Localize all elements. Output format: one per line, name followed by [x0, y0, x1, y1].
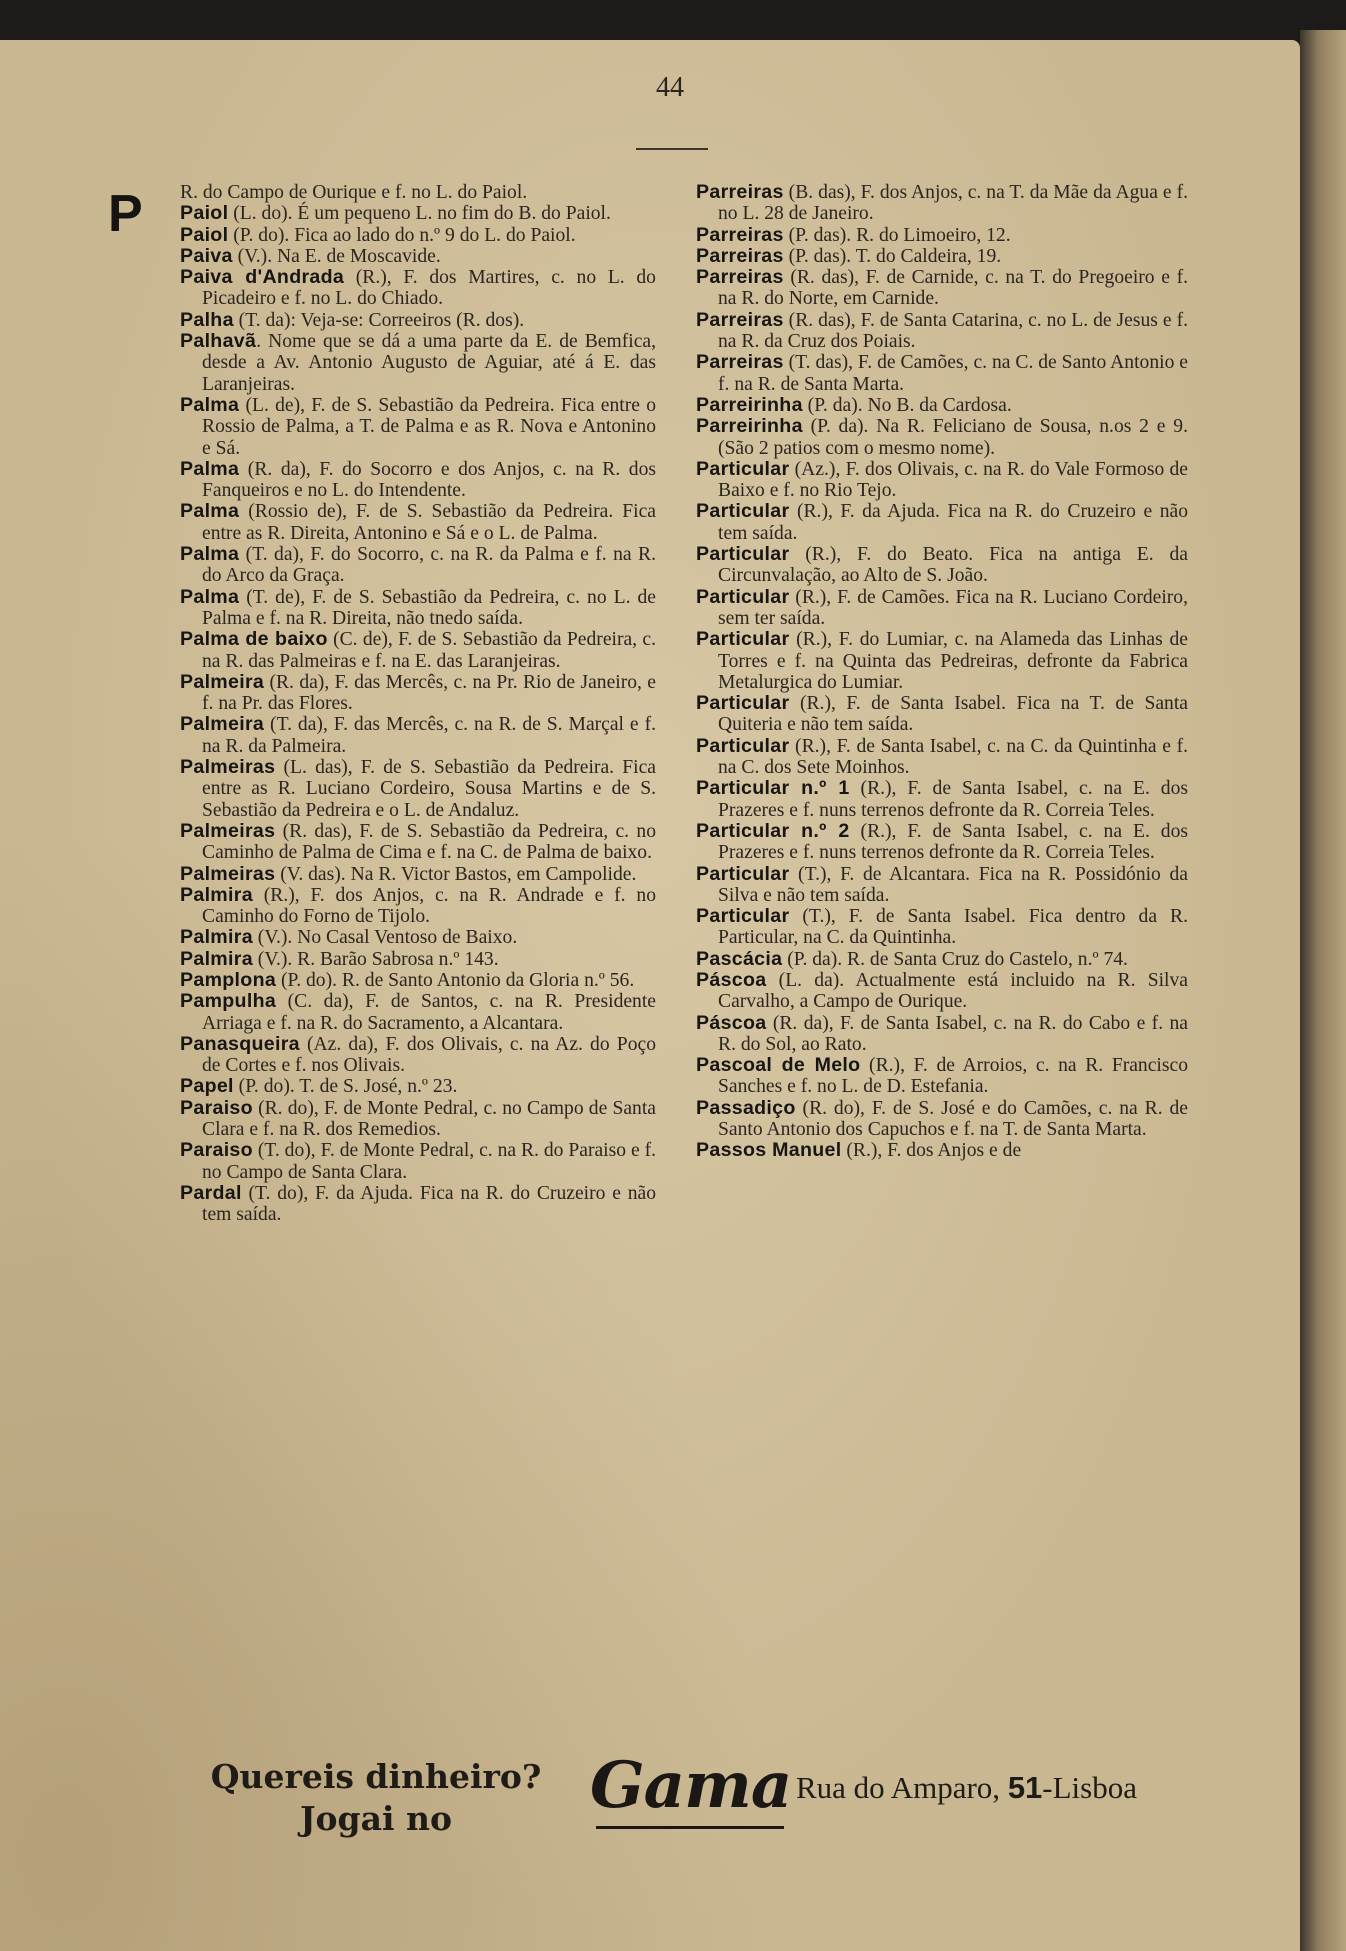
entry-text: (P. da). R. de Santa Cruz do Castelo, n.º 74. [782, 948, 1128, 970]
entry-text: (R.), F. de Camões. Fica na R. Luciano Cordeiro, sem ter saída. [718, 586, 1188, 629]
entry-headword: Parreiras [696, 308, 784, 331]
entry-text: . Nome que se dá a uma parte da E. de Bemfica, desde a Av. Antonio Augusto de Aguiar, até á E. das Laranjeiras. [202, 331, 656, 395]
entry-text: (T. de), F. de S. Sebastião da Pedreira, c. no L. de Palma e f. na R. Direita, não tnedo saída. [202, 586, 656, 629]
entry-text: (C. de), F. de S. Sebastião da Pedreira, c. na R. das Palmeiras e f. na E. das Laranjeiras. [202, 629, 657, 672]
entry-headword: Panasqueira [180, 1032, 300, 1055]
entry-text: (R. do), F. de Monte Pedral, c. no Campo de Santa Clara e f. na R. dos Remedios. [202, 1097, 656, 1141]
left-column [180, 182, 656, 1226]
entry-headword: Palmeiras [180, 756, 276, 779]
entry-text: (R.), F. de Santa Isabel. Fica na T. de Santa Quiteria e não tem saída. [718, 693, 1188, 736]
entry-headword: Parreirinha [696, 393, 803, 416]
entry-headword: Parreiras [696, 266, 784, 289]
logo-underline [596, 1826, 784, 1829]
address-number: 51 [1007, 1770, 1043, 1805]
entry-headword: Palma [180, 393, 240, 416]
entry-headword: Parreiras [696, 351, 784, 374]
entry-headword: Paraiso [180, 1139, 253, 1162]
street-entry [180, 310, 656, 331]
entry-text: (P. das). T. do Caldeira, 19. [783, 245, 1002, 267]
street-entry [696, 246, 1188, 267]
entry-text: (L. do). É um pequeno L. no fim do B. do Paiol. [228, 203, 611, 225]
entry-text: (V.). R. Barão Sabrosa n.º 143. [252, 948, 499, 970]
entry-headword: Passadiço [696, 1096, 796, 1119]
street-entry [696, 821, 1188, 864]
entry-headword: Particular [696, 500, 790, 523]
entry-headword: Particular n.º 1 [696, 777, 850, 800]
entry-headword: Palmeiras [180, 862, 276, 885]
street-entry [180, 1140, 656, 1183]
entry-text: (P. da). No B. da Cardosa. [802, 394, 1012, 416]
entry-text: (T.), F. de Santa Isabel. Fica dentro da R. Particular, na C. da Quintinha. [718, 906, 1188, 949]
entry-text: (Az.), F. dos Olivais, c. na R. do Vale Formoso de Baixo e f. no Rio Tejo. [718, 458, 1188, 502]
entry-headword: Palma [180, 585, 240, 608]
street-entry [696, 778, 1188, 821]
street-entry [696, 864, 1188, 907]
entry-text: (R. da), F. das Mercês, c. na Pr. Rio de Janeiro, e f. na Pr. das Flores. [202, 671, 656, 715]
entry-text: (T. da), F. do Socorro, c. na R. da Palma e f. na R. do Arco da Graça. [202, 544, 656, 587]
entry-headword: Papel [180, 1075, 234, 1098]
entry-headword: Particular [696, 734, 790, 757]
street-entry [180, 991, 656, 1034]
advert-address [796, 1770, 1137, 1806]
entry-headword: Particular [696, 628, 790, 651]
address-prefix: Rua do Amparo, [796, 1770, 1008, 1805]
right-column [696, 182, 1188, 1162]
entry-headword: Particular [696, 692, 790, 715]
street-entry [696, 267, 1188, 310]
entry-headword: Páscoa [696, 1011, 767, 1034]
street-entry [180, 587, 656, 630]
street-entry [180, 182, 656, 203]
street-entry [180, 970, 656, 991]
entry-headword: Parreiras [696, 244, 784, 267]
entry-headword: Paiva [180, 244, 233, 267]
entry-headword: Palha [180, 308, 234, 331]
entry-text: (R.), F. de Santa Isabel, c. na E. dos Prazeres e f. nuns terrenos defronte da R. Correia Teles. [718, 820, 1188, 864]
entry-text: (R.), F. da Ajuda. Fica na R. do Cruzeiro e não tem saída. [718, 501, 1188, 544]
entry-headword: Particular [696, 543, 790, 566]
street-entry [696, 1140, 1188, 1161]
street-entry [180, 459, 656, 502]
section-letter: P [108, 185, 143, 243]
street-entry [180, 927, 656, 948]
street-entry [180, 821, 656, 864]
entry-text: (R.), F. de Santa Isabel, c. na C. da Quintinha e f. na C. dos Sete Moinhos. [718, 735, 1188, 779]
street-entry [180, 267, 656, 310]
advert-line-2: Jogai no [299, 1799, 453, 1838]
address-suffix: -Lisboa [1042, 1770, 1137, 1805]
entry-headword: Palma [180, 500, 240, 523]
street-entry [696, 906, 1188, 949]
entry-text: (T. do), F. da Ajuda. Fica na R. do Cruzeiro e não tem saída. [202, 1182, 656, 1226]
street-entry [180, 203, 656, 224]
street-entry [696, 587, 1188, 630]
street-entry [180, 1076, 656, 1097]
street-entry [696, 501, 1188, 544]
entry-headword: Particular [696, 457, 790, 480]
entry-text: (B. das), F. dos Anjos, c. na T. da Mãe da Agua e f. no L. 28 de Janeiro. [718, 182, 1188, 225]
entry-headword: Palmeiras [180, 819, 276, 842]
entry-headword: Palmeira [180, 713, 265, 736]
gama-logo: Gama [590, 1748, 792, 1823]
entry-text: (T.), F. de Alcantara. Fica na R. Possidónio da Silva e não tem saída. [718, 863, 1188, 906]
street-entry [696, 949, 1188, 970]
entry-text: (V.). Na E. de Moscavide. [232, 245, 441, 267]
street-entry [180, 544, 656, 587]
street-entry [696, 736, 1188, 779]
entry-text: (R.), F. dos Anjos, c. na R. Andrade e f. no Caminho do Forno de Tijolo. [202, 884, 656, 928]
entry-text: (C. da), F. de Santos, c. na R. Presidente Arriaga e f. na R. do Sacramento, a Alcantara. [202, 991, 656, 1034]
street-entry [180, 757, 656, 821]
entry-headword: Palma [180, 457, 240, 480]
entry-text: (R. das), F. de Carnide, c. na T. do Pregoeiro e f. na R. do Norte, em Carnide. [718, 267, 1188, 310]
entry-text: (R. das), F. de S. Sebastião da Pedreira, c. no Caminho de Palma de Cima e f. na C. de Palma de baixo. [202, 820, 656, 864]
entry-headword: Passos Manuel [696, 1139, 842, 1162]
next-page-edge [1300, 30, 1346, 1951]
street-entry [696, 395, 1188, 416]
street-entry [696, 629, 1188, 693]
street-entry [696, 544, 1188, 587]
entry-headword: Particular n.º 2 [696, 819, 850, 842]
street-entry [180, 1183, 656, 1226]
street-entry [696, 225, 1188, 246]
entry-text: (Rossio de), F. de S. Sebastião da Pedreira. Fica entre as R. Direita, Antonino e Sá e o L. de Palma. [202, 501, 656, 544]
street-entry [180, 501, 656, 544]
entry-headword: Pamplona [180, 968, 277, 991]
entry-headword: Paiol [180, 202, 229, 225]
street-entry [696, 416, 1188, 459]
entry-headword: Paiva d'Andrada [180, 266, 345, 289]
entry-headword: Pascácia [696, 947, 783, 970]
entry-headword: Pardal [180, 1181, 242, 1204]
entry-headword: Paiol [180, 223, 229, 246]
street-entry [696, 182, 1188, 225]
entry-headword: Pascoal de Melo [696, 1054, 861, 1077]
entry-text: (R.), F. dos Martires, c. no L. do Picadeiro e f. no L. do Chiado. [202, 267, 656, 310]
entry-text: R. do Campo de Ourique e f. no L. do Paiol. [180, 182, 528, 203]
street-entry [180, 672, 656, 715]
entry-text: (P. da). Na R. Feliciano de Sousa, n.os 2 e 9. (São 2 patios com o mesmo nome). [718, 416, 1188, 459]
entry-text: (R.), F. de Arroios, c. na R. Francisco Sanches e f. no L. de D. Estefania. [718, 1055, 1188, 1098]
entry-headword: Parreiras [696, 181, 784, 203]
entry-headword: Particular [696, 585, 790, 608]
page-number-rule [636, 148, 708, 150]
street-entry [696, 1055, 1188, 1098]
entry-text: (R.), F. do Lumiar, c. na Alameda das Linhas de Torres e f. na Quinta das Pedreiras, defronte da Fabrica Metalurgica do Lumiar. [718, 629, 1188, 693]
entry-headword: Palmeira [180, 670, 265, 693]
entry-text: (Az. da), F. dos Olivais, c. na Az. do Poço de Cortes e f. nos Olivais. [202, 1033, 656, 1077]
entry-text: (T. das), F. de Camões, c. na C. de Santo Antonio e f. na R. de Santa Marta. [718, 352, 1188, 395]
entry-text: (L. da). Actualmente está incluido na R. Silva Carvalho, a Campo de Ourique. [718, 969, 1188, 1013]
street-entry [696, 352, 1188, 395]
street-entry [180, 331, 656, 395]
entry-text: (R. do), F. de S. José e do Camões, c. na R. de Santo Antonio dos Capuchos e f. na T. de Santa Marta. [718, 1097, 1188, 1141]
entry-headword: Palma [180, 543, 240, 566]
entry-text: (V. das). Na R. Victor Bastos, em Campolide. [275, 863, 637, 885]
entry-headword: Palmira [180, 947, 253, 970]
street-entry [696, 310, 1188, 353]
page-number: 44 [656, 72, 684, 103]
entry-headword: Particular [696, 905, 790, 928]
entry-text: (R.), F. de Santa Isabel, c. na E. dos Prazeres e f. nuns terrenos defronte da R. Correia Teles. [718, 778, 1188, 821]
street-entry [180, 225, 656, 246]
entry-headword: Paraiso [180, 1096, 253, 1119]
entry-headword: Palhavã [180, 330, 257, 353]
street-entry [180, 885, 656, 928]
advert-slogan [186, 1756, 566, 1840]
entry-headword: Particular [696, 862, 790, 885]
entry-text: (R.), F. dos Anjos e de [841, 1140, 1022, 1162]
street-entry [180, 1098, 656, 1141]
street-entry [696, 693, 1188, 736]
entry-headword: Palma de baixo [180, 628, 328, 651]
street-entry [180, 395, 656, 459]
entry-text: (P. do). R. de Santo Antonio da Gloria n.º 56. [276, 969, 635, 991]
street-entry [180, 629, 656, 672]
entry-text: (T. da): Veja-se: Correeiros (R. dos). [233, 309, 525, 331]
entry-text: (R. das), F. de Santa Catarina, c. no L. de Jesus e f. na R. da Cruz dos Poiais. [718, 309, 1188, 353]
advert-line-1: Quereis dinheiro? [210, 1757, 542, 1796]
entry-text: (V.). No Casal Ventoso de Baixo. [252, 927, 518, 949]
entry-text: (R. da), F. de Santa Isabel, c. na R. do Cabo e f. na R. do Sol, ao Rato. [718, 1012, 1188, 1055]
entry-headword: Palmira [180, 883, 253, 906]
entry-headword: Parreirinha [696, 415, 803, 438]
street-entry [696, 1098, 1188, 1141]
entry-headword: Pampulha [180, 990, 277, 1013]
entry-text: (R. da), F. do Socorro e dos Anjos, c. na R. dos Fanqueiros e no L. do Intendente. [202, 458, 656, 502]
entry-text: (P. do). Fica ao lado do n.º 9 do L. do Paiol. [228, 224, 576, 246]
entry-text: (T. da), F. das Mercês, c. na R. de S. Marçal e f. na R. da Palmeira. [202, 714, 656, 757]
entry-headword: Parreiras [696, 223, 784, 246]
street-entry [180, 864, 656, 885]
street-entry [696, 970, 1188, 1013]
entry-text: (P. das). R. do Limoeiro, 12. [783, 224, 1011, 246]
entry-headword: Páscoa [696, 968, 767, 991]
street-entry [180, 714, 656, 757]
entry-text: (P. do). T. de S. José, n.º 23. [233, 1076, 458, 1098]
entry-text: (R.), F. do Beato. Fica na antiga E. da Circunvalação, ao Alto de S. João. [718, 544, 1188, 587]
entry-headword: Palmira [180, 926, 253, 949]
street-entry [696, 1013, 1188, 1056]
street-entry [180, 949, 656, 970]
entry-text: (L. das), F. de S. Sebastião da Pedreira. Fica entre as R. Luciano Cordeiro, Sousa Martins e de S. Sebastião da Pedreira e o L. de Andaluz. [202, 757, 656, 821]
entry-text: (T. do), F. de Monte Pedral, c. na R. do Paraiso e f. no Campo de Santa Clara. [202, 1140, 656, 1183]
street-entry [696, 459, 1188, 502]
street-entry [180, 1034, 656, 1077]
street-entry [180, 246, 656, 267]
entry-text: (L. de), F. de S. Sebastião da Pedreira. Fica entre o Rossio de Palma, a T. de Palma e as R. Nova e Antonino e Sá. [202, 394, 656, 459]
